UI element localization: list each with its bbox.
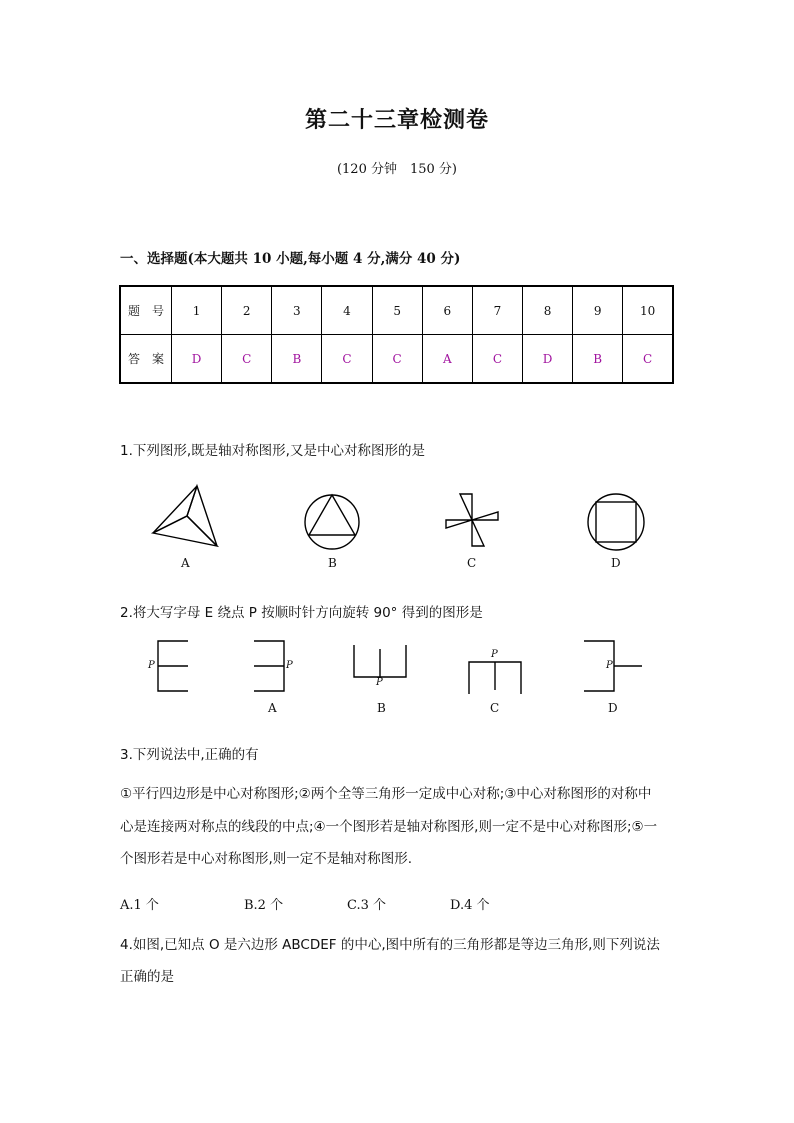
answer-key: C — [472, 335, 522, 384]
answer-key: B — [272, 335, 322, 384]
q3-option-d: D.4 个 — [450, 898, 490, 913]
question-2-text: 2.将大写字母 E 绕点 P 按顺时针方向旋转 90° 得到的图形是 — [120, 605, 483, 621]
row-label-number: 题 号 — [120, 286, 172, 335]
answer-key: C — [372, 335, 422, 384]
row-label-answer: 答 案 — [120, 335, 172, 384]
q2-option-d-label: D — [608, 701, 618, 715]
question-3-text: 3.下列说法中,正确的有 — [120, 747, 259, 763]
q2-point-p-original: P — [148, 660, 155, 671]
question-number: 4 — [322, 286, 372, 335]
section-heading-choice: 一、选择题(本大题共 10 小题,每小题 4 分,满分 40 分) — [120, 251, 461, 267]
q1-figure-d-circle-square — [584, 490, 648, 554]
question-number: 7 — [472, 286, 522, 335]
q3-option-b: B.2 个 — [244, 898, 284, 913]
q2-option-a-label: A — [268, 701, 277, 715]
q2-point-p-d: P — [606, 660, 613, 671]
question-3-statements-line-1: ①平行四边形是中心对称图形;②两个全等三角形一定成中心对称;③中心对称图形的对称中 — [120, 786, 652, 802]
question-number: 9 — [573, 286, 623, 335]
q1-option-b-label: B — [328, 556, 337, 570]
q2-figure-c — [465, 656, 527, 696]
answer-key: C — [222, 335, 272, 384]
q1-figure-b-circle-triangle — [300, 490, 364, 554]
question-number: 5 — [372, 286, 422, 335]
answer-table-row-answers — [120, 335, 673, 384]
answer-key: A — [422, 335, 472, 384]
question-number: 2 — [222, 286, 272, 335]
question-number: 1 — [172, 286, 222, 335]
q1-figure-a-pinwheel — [145, 478, 235, 550]
q2-option-c-label: C — [490, 701, 500, 715]
q1-option-a-label: A — [181, 556, 190, 570]
question-3-statements-line-3: 个图形若是中心对称图形,则一定不是轴对称图形. — [120, 851, 413, 867]
q1-option-c-label: C — [467, 556, 477, 570]
q1-figure-c-windmill — [442, 490, 502, 550]
q1-option-d-label: D — [611, 556, 621, 570]
answer-table — [119, 285, 674, 384]
q2-point-p-c: P — [491, 649, 498, 660]
answer-key: D — [172, 335, 222, 384]
answer-key: D — [522, 335, 572, 384]
answer-key: C — [623, 335, 673, 384]
question-number: 8 — [522, 286, 572, 335]
exam-duration-score: (120 分钟 150 分) — [336, 162, 458, 177]
q2-point-p-b: P — [376, 677, 383, 688]
question-number: 10 — [623, 286, 673, 335]
question-3-statements-line-2: 心是连接两对称点的线段的中点;④一个图形若是轴对称图形,则一定不是中心对称图形;⑤一 — [120, 819, 658, 835]
q3-option-a: A.1 个 — [120, 898, 159, 913]
question-number: 3 — [272, 286, 322, 335]
answer-table-row-numbers — [120, 286, 673, 335]
question-number: 6 — [422, 286, 472, 335]
answer-key: C — [322, 335, 372, 384]
answer-key: B — [573, 335, 623, 384]
q2-figure-d — [580, 638, 646, 696]
page-title: 第二十三章检测卷 — [304, 107, 489, 133]
q2-option-b-label: B — [377, 701, 386, 715]
question-4-text-line-1: 4.如图,已知点 O 是六边形 ABCDEF 的中心,图中所有的三角形都是等边三角形,则下列说法 — [120, 937, 660, 953]
question-4-text-line-2: 正确的是 — [120, 969, 174, 985]
q2-point-p-a: P — [286, 660, 293, 671]
q3-option-c: C.3 个 — [347, 898, 387, 913]
question-1-text: 1.下列图形,既是轴对称图形,又是中心对称图形的是 — [120, 443, 425, 459]
